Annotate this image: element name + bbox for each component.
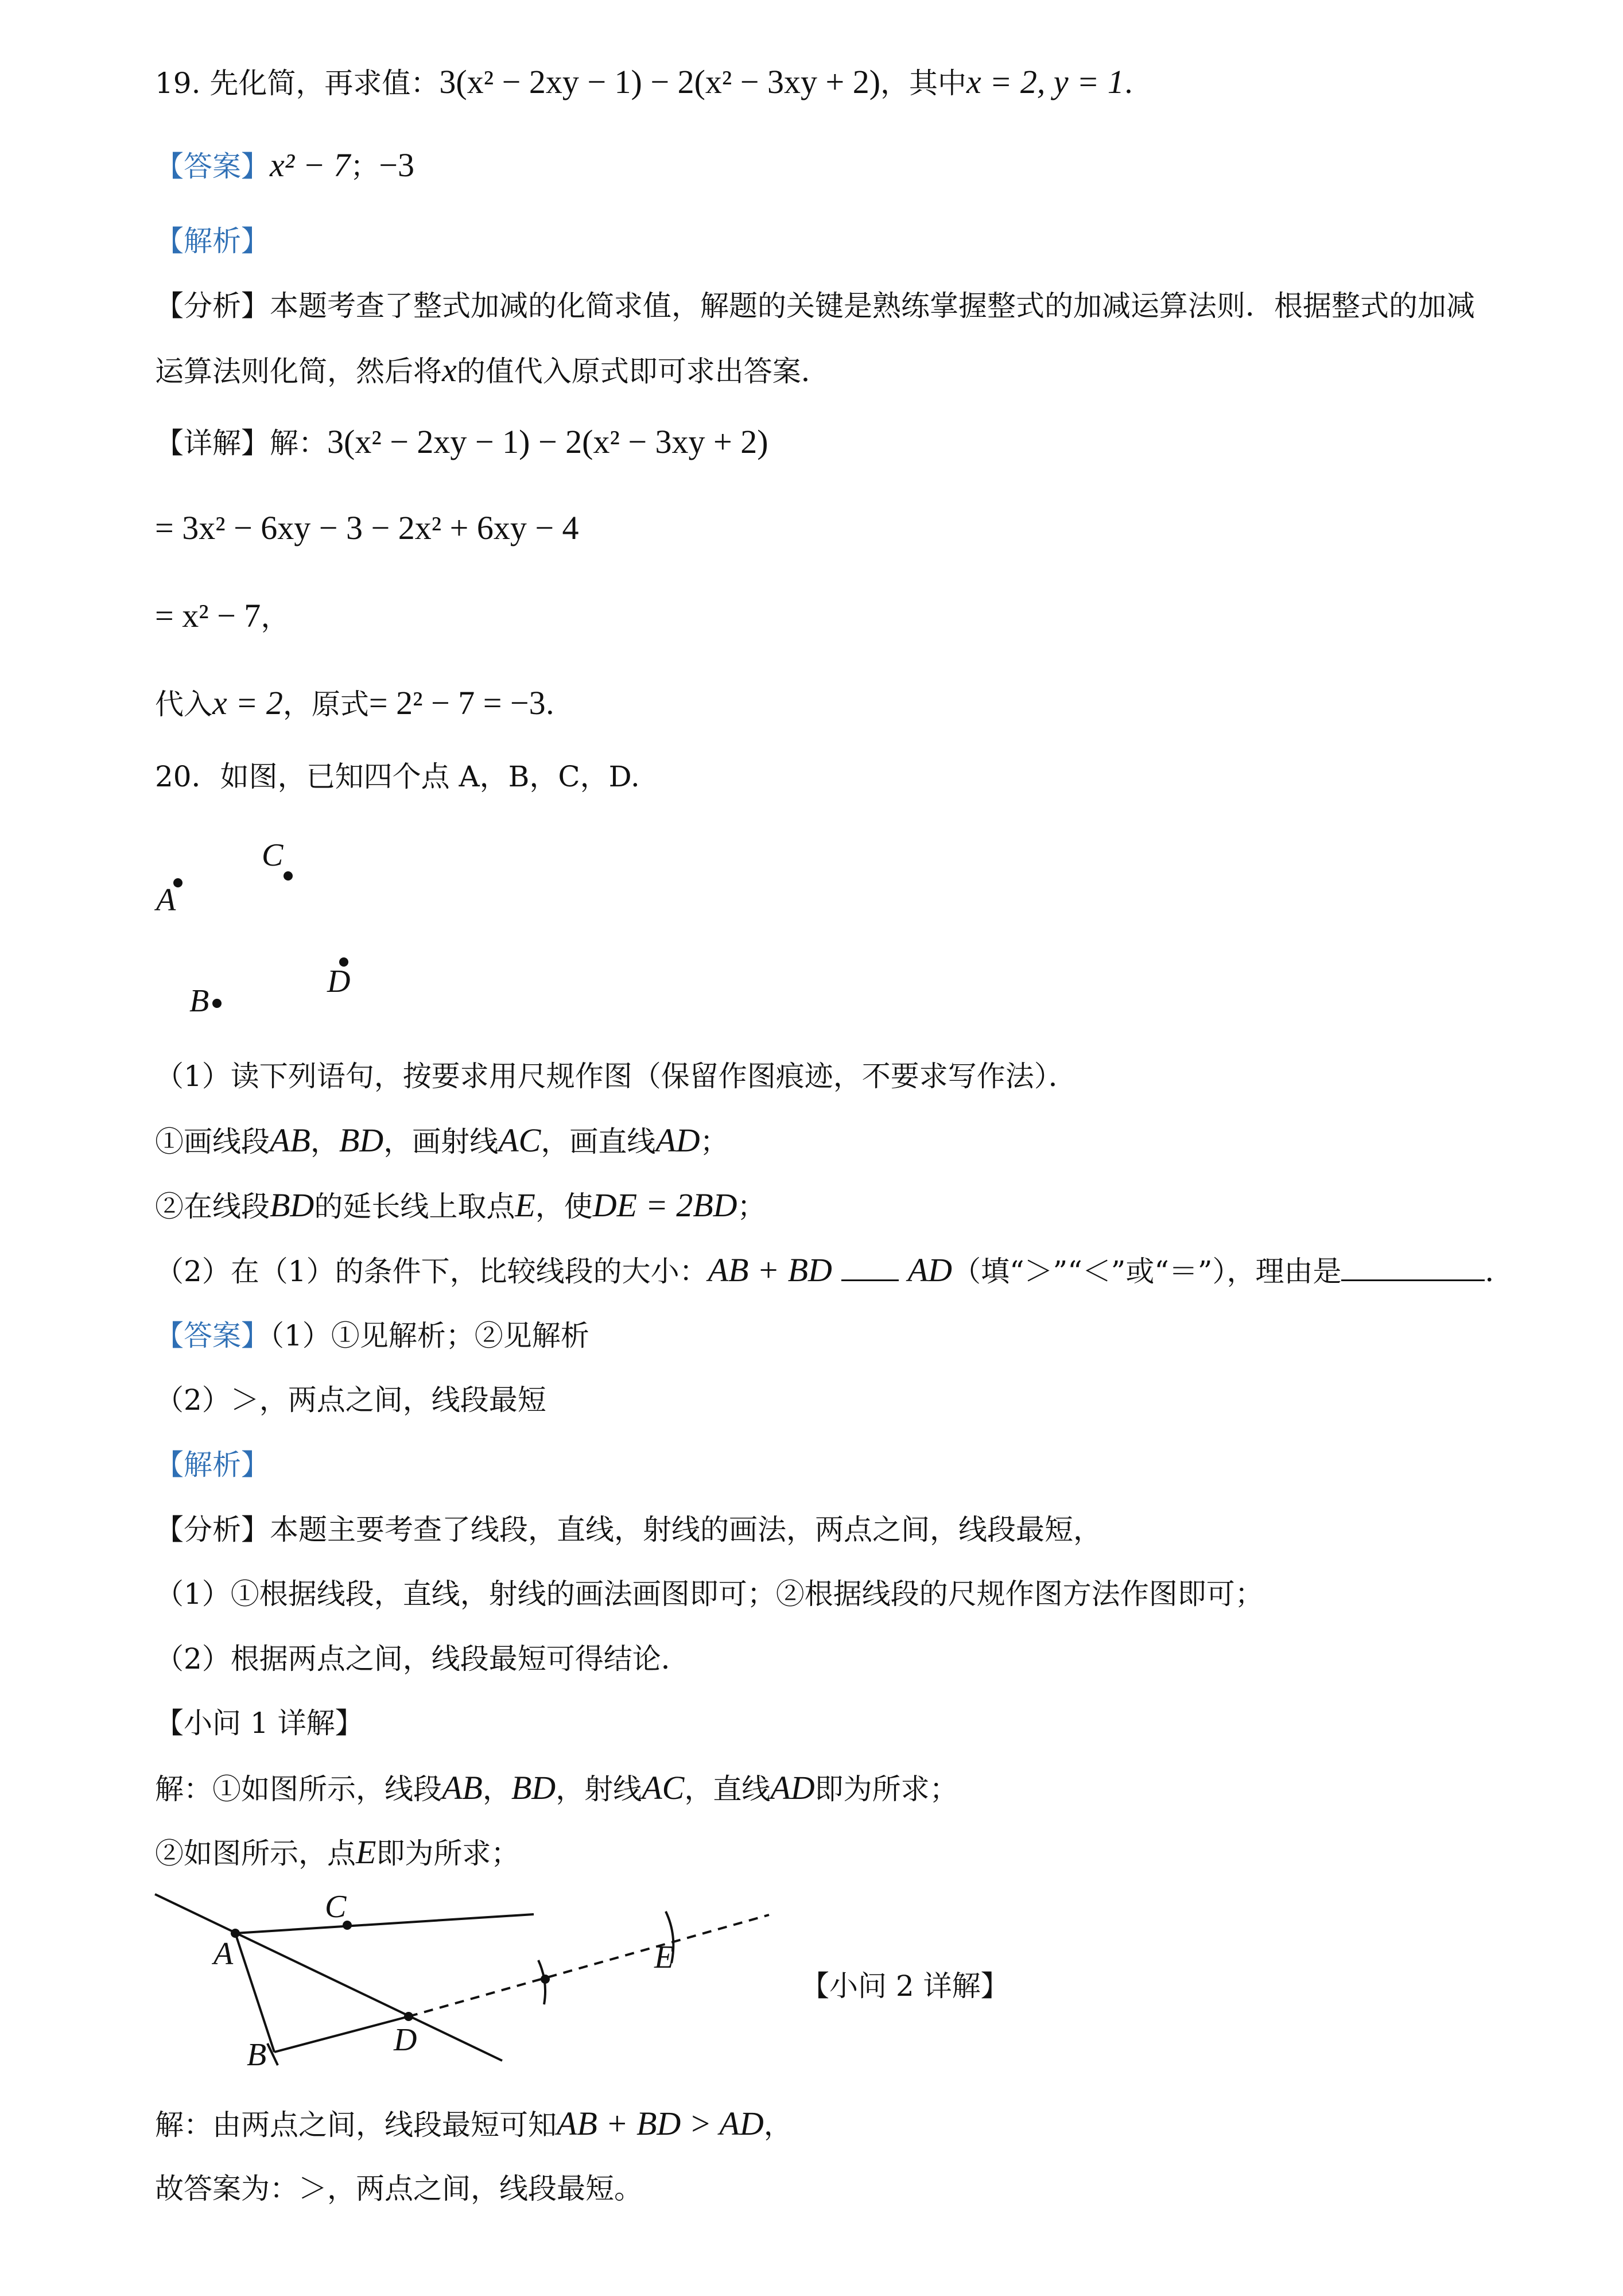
extension-de <box>409 1915 769 2016</box>
label-a: A <box>213 1936 234 1972</box>
q19-answer: 【答案】x² − 7；−3 <box>155 146 414 184</box>
label-e: E <box>654 1940 674 1975</box>
label-d: D <box>394 2022 417 2058</box>
q20-sub1-title: 【小问 1 详解】 <box>155 1707 364 1740</box>
q20-analysis-2: （2）根据两点之间，线段最短可得结论． <box>155 1642 690 1676</box>
q19-substitution: 代入x = 2，原式= 2² − 7 = −3． <box>155 684 574 722</box>
q20-analysis: 【分析】本题主要考查了线段，直线，射线的画法，两点之间，线段最短， <box>155 1513 1102 1546</box>
q19-detail: 【详解】解：3(x² − 2xy − 1) − 2(x² − 3xy + 2) <box>155 423 768 460</box>
q19-jiexi-tag: 【解析】 <box>155 224 270 258</box>
q19-analysis-line1: 【分析】本题考查了整式加减的化简求值，解题的关键是熟练掌握整式的加减运算法则．根据整式的加减 <box>155 289 1475 323</box>
q19-stem: 19. 先化简，再求值：3(x² − 2xy − 1) − 2(x² − 3xy + 2)，其中x = 2, y = 1． <box>155 63 1153 100</box>
q20-analysis-1: （1）①根据线段，直线，射线的画法画图即可；②根据线段的尺规作图方法作图即可； <box>155 1577 1264 1611</box>
answer-tag: 【答案】 <box>155 150 270 183</box>
label-c: C <box>262 837 284 873</box>
label-b: B <box>189 983 209 1019</box>
label-b: B <box>247 2037 267 2073</box>
q19-analysis-line2: 运算法则化简，然后将x的值代入原式即可求出答案． <box>155 351 830 389</box>
q20-part1: （1）读下列语句，按要求用尺规作图（保留作图痕迹，不要求写作法）． <box>155 1060 1077 1093</box>
q19-step2: = x² − 7， <box>155 597 290 634</box>
q20-final-answer: 故答案为：＞，两点之间，线段最短。 <box>155 2172 643 2205</box>
segment-ab <box>235 1933 274 2052</box>
q20-sub1-line2: ②如图所示，点E即为所求； <box>155 1833 520 1871</box>
label-a: A <box>156 882 176 918</box>
q20-jiexi-tag: 【解析】 <box>155 1448 270 1481</box>
q20-sub2-line1: 解：由两点之间，线段最短可知AB + BD > AD， <box>155 2105 793 2142</box>
label-d: D <box>327 964 351 999</box>
q20-sub2-title: 【小问 2 详解】 <box>801 1969 1009 2003</box>
ray-ac <box>235 1914 534 1933</box>
q19-step1: = 3x² − 6xy − 3 − 2x² + 6xy − 4 <box>155 509 579 546</box>
answer-tag: 【答案】 <box>155 1319 270 1352</box>
label-c: C <box>325 1889 347 1925</box>
q20-sub1-line1: 解：①如图所示，线段AB，BD，射线AC，直线AD即为所求； <box>155 1769 958 1806</box>
q19-expression: 3(x² − 2xy − 1) − 2(x² − 3xy + 2) <box>439 63 881 100</box>
point-mid-dot <box>541 1975 550 1984</box>
q20-stem: 20．如图，已知四个点 A，B，C，D. <box>155 760 640 793</box>
q20-part2: （2）在（1）的条件下，比较线段的大小：AB + BD AD（填“＞”“＜”或“＝”），理由是 ． <box>155 1251 1514 1289</box>
q20-answer-line1: 【答案】（1）①见解析；②见解析 <box>155 1319 589 1352</box>
q20-item2: ②在线段BD的延长线上取点E，使DE = 2BD； <box>155 1186 766 1224</box>
segment-bd <box>274 2016 409 2052</box>
point-d-dot <box>404 2012 413 2021</box>
q20-answer-line2: （2）＞，两点之间，线段最短 <box>155 1383 546 1417</box>
q20-item1: ①画线段AB，BD，画射线AC，画直线AD； <box>155 1122 729 1159</box>
q19-condition: x = 2, y = 1 <box>966 63 1124 100</box>
